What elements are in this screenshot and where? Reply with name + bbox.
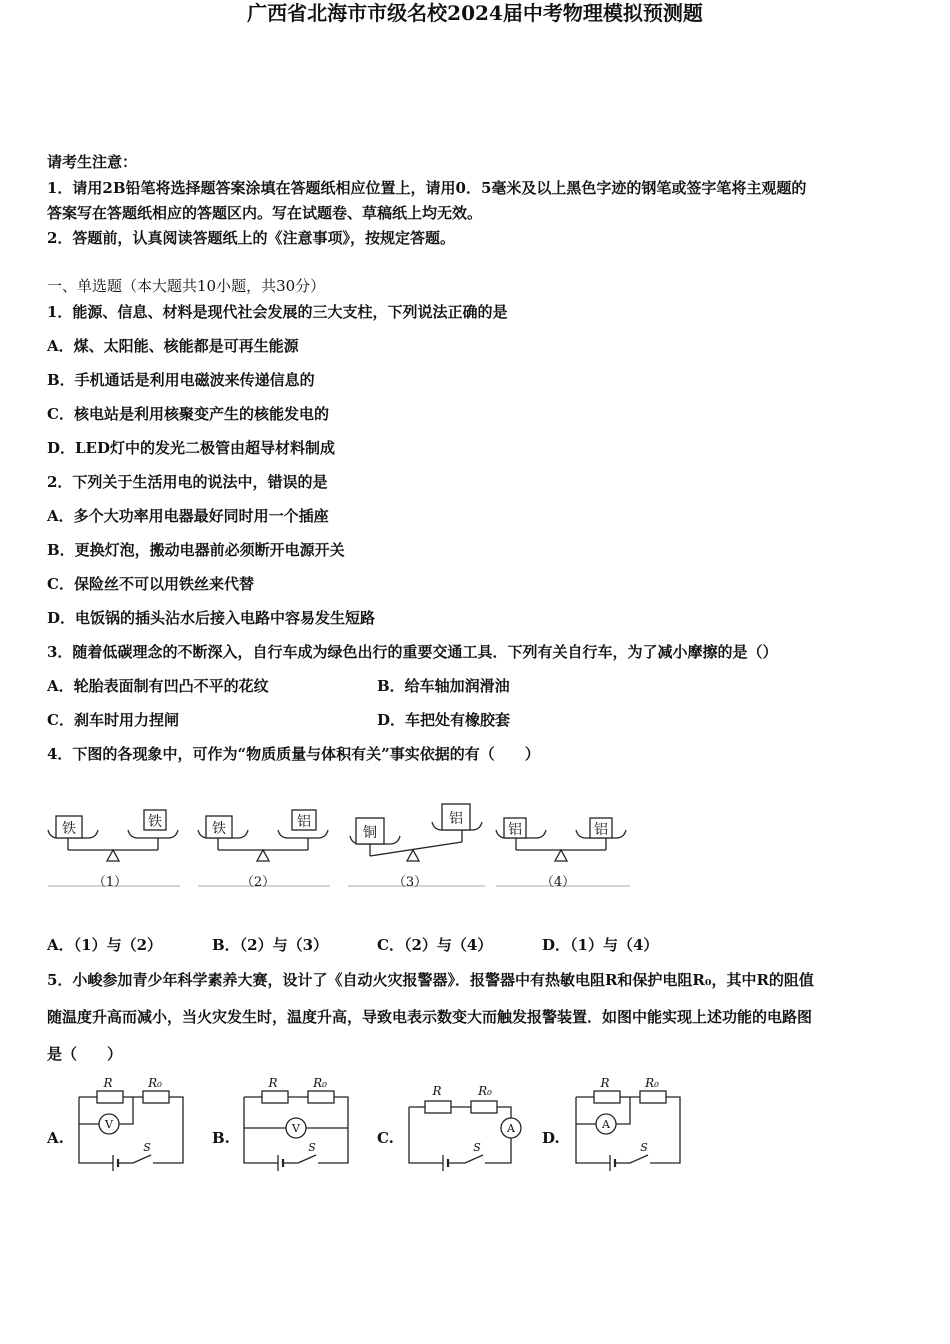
section-heading: 一、单选题（本大题共10小题，共30分） bbox=[47, 277, 326, 295]
circuit-a-r: R bbox=[103, 1076, 113, 1090]
circuit-d-r: R bbox=[600, 1076, 610, 1090]
option: A．煤、太阳能、核能都是可再生能源 bbox=[47, 337, 299, 355]
question-stem: 随温度升高而减小，当火灾发生时，温度升高，导致电表示数变大而触发报警装置．如图中能实现上述功能的电路图 bbox=[47, 1008, 813, 1026]
circuit-d-meter: A bbox=[602, 1118, 610, 1131]
balance-4-left-label: 铝 bbox=[508, 822, 522, 838]
notice-line: 1．请用2B铅笔将选择题答案涂填在答题纸相应位置上，请用0．5毫米及以上黑色字迹的钢笔或签字笔将主观题的 bbox=[47, 179, 807, 197]
balance-4-caption: （4） bbox=[540, 875, 576, 890]
question-stem: 是（ ） bbox=[47, 1045, 123, 1063]
option: C．保险丝不可以用铁丝来代替 bbox=[47, 575, 254, 593]
option: B．更换灯泡，搬动电器前必须断开电源开关 bbox=[47, 541, 345, 559]
question-stem: 2．下列关于生活用电的说法中，错误的是 bbox=[47, 473, 328, 491]
option: D．（1）与（4） bbox=[542, 936, 659, 954]
page-title: 广西省北海市市级名校2024届中考物理模拟预测题 bbox=[247, 1, 703, 25]
option: A．轮胎表面制有凹凸不平的花纹 bbox=[47, 677, 269, 695]
option: D．电饭锅的插头沾水后接入电路中容易发生短路 bbox=[47, 609, 376, 627]
option: B．（2）与（3） bbox=[212, 936, 329, 954]
notice-heading: 请考生注意： bbox=[47, 153, 138, 171]
question-stem: 4．下图的各现象中，可作为“物质质量与体积有关”事实依据的有（ ） bbox=[47, 745, 540, 763]
circuit-b bbox=[240, 1075, 352, 1172]
circuit-option-label: A. bbox=[47, 1129, 64, 1147]
notice-line: 2．答题前，认真阅读答题纸上的《注意事项》，按规定答题。 bbox=[47, 229, 455, 247]
circuit-d bbox=[572, 1075, 684, 1172]
option: D．LED灯中的发光二极管由超导材料制成 bbox=[47, 439, 335, 457]
circuit-c-switch: S bbox=[473, 1141, 481, 1154]
balance-figures bbox=[40, 800, 640, 895]
circuit-c-r0: R₀ bbox=[478, 1084, 492, 1098]
circuit-c-meter: A bbox=[507, 1122, 515, 1135]
circuit-d-r0: R₀ bbox=[645, 1076, 659, 1090]
circuit-c-r: R bbox=[432, 1084, 442, 1098]
question-stem: 1．能源、信息、材料是现代社会发展的三大支柱，下列说法正确的是 bbox=[47, 303, 508, 321]
circuit-c bbox=[405, 1075, 527, 1172]
circuit-option-label: B. bbox=[212, 1129, 230, 1147]
balance-3-caption: （3） bbox=[392, 875, 428, 890]
circuit-b-r: R bbox=[268, 1076, 278, 1090]
balance-1-right-label: 铁 bbox=[148, 814, 162, 830]
circuit-b-meter: V bbox=[292, 1122, 300, 1135]
option: B．手机通话是利用电磁波来传递信息的 bbox=[47, 371, 315, 389]
question-stem: 3．随着低碳理念的不断深入，自行车成为绿色出行的重要交通工具．下列有关自行车，为了减小摩擦的是（） bbox=[47, 643, 778, 661]
balance-3-right-label: 铝 bbox=[449, 811, 463, 827]
balance-4-right-label: 铝 bbox=[594, 822, 608, 838]
circuit-d-switch: S bbox=[640, 1141, 648, 1154]
balance-1-left-label: 铁 bbox=[62, 821, 76, 837]
balance-2-left-label: 铁 bbox=[212, 821, 226, 837]
question-stem: 5．小峻参加青少年科学素养大赛，设计了《自动火灾报警器》．报警器中有热敏电阻R和保护电阻R₀，其中R的阻值 bbox=[47, 971, 814, 989]
balance-3-left-label: 铜 bbox=[363, 825, 377, 841]
circuit-a bbox=[75, 1075, 187, 1172]
circuit-a-meter: V bbox=[105, 1118, 113, 1131]
option: C．核电站是利用核聚变产生的核能发电的 bbox=[47, 405, 329, 423]
circuit-option-label: C. bbox=[377, 1129, 394, 1147]
option: C．（2）与（4） bbox=[377, 936, 493, 954]
circuit-a-r0: R₀ bbox=[148, 1076, 162, 1090]
balance-1-caption: （1） bbox=[92, 875, 128, 890]
option: D．车把处有橡胶套 bbox=[377, 711, 511, 729]
circuit-b-switch: S bbox=[308, 1141, 316, 1154]
circuit-a-switch: S bbox=[143, 1141, 151, 1154]
balance-figure-3 bbox=[348, 804, 485, 886]
option: C．刹车时用力捏闸 bbox=[47, 711, 179, 729]
circuit-option-label: D. bbox=[542, 1129, 560, 1147]
option: B．给车轴加润滑油 bbox=[377, 677, 510, 695]
balance-2-caption: （2） bbox=[240, 875, 276, 890]
balance-2-right-label: 铝 bbox=[297, 814, 311, 830]
notice-line: 答案写在答题纸相应的答题区内。写在试题卷、草稿纸上均无效。 bbox=[47, 204, 483, 222]
circuit-b-r0: R₀ bbox=[313, 1076, 327, 1090]
option: A．（1）与（2） bbox=[47, 936, 163, 954]
option: A．多个大功率用电器最好同时用一个插座 bbox=[47, 507, 329, 525]
